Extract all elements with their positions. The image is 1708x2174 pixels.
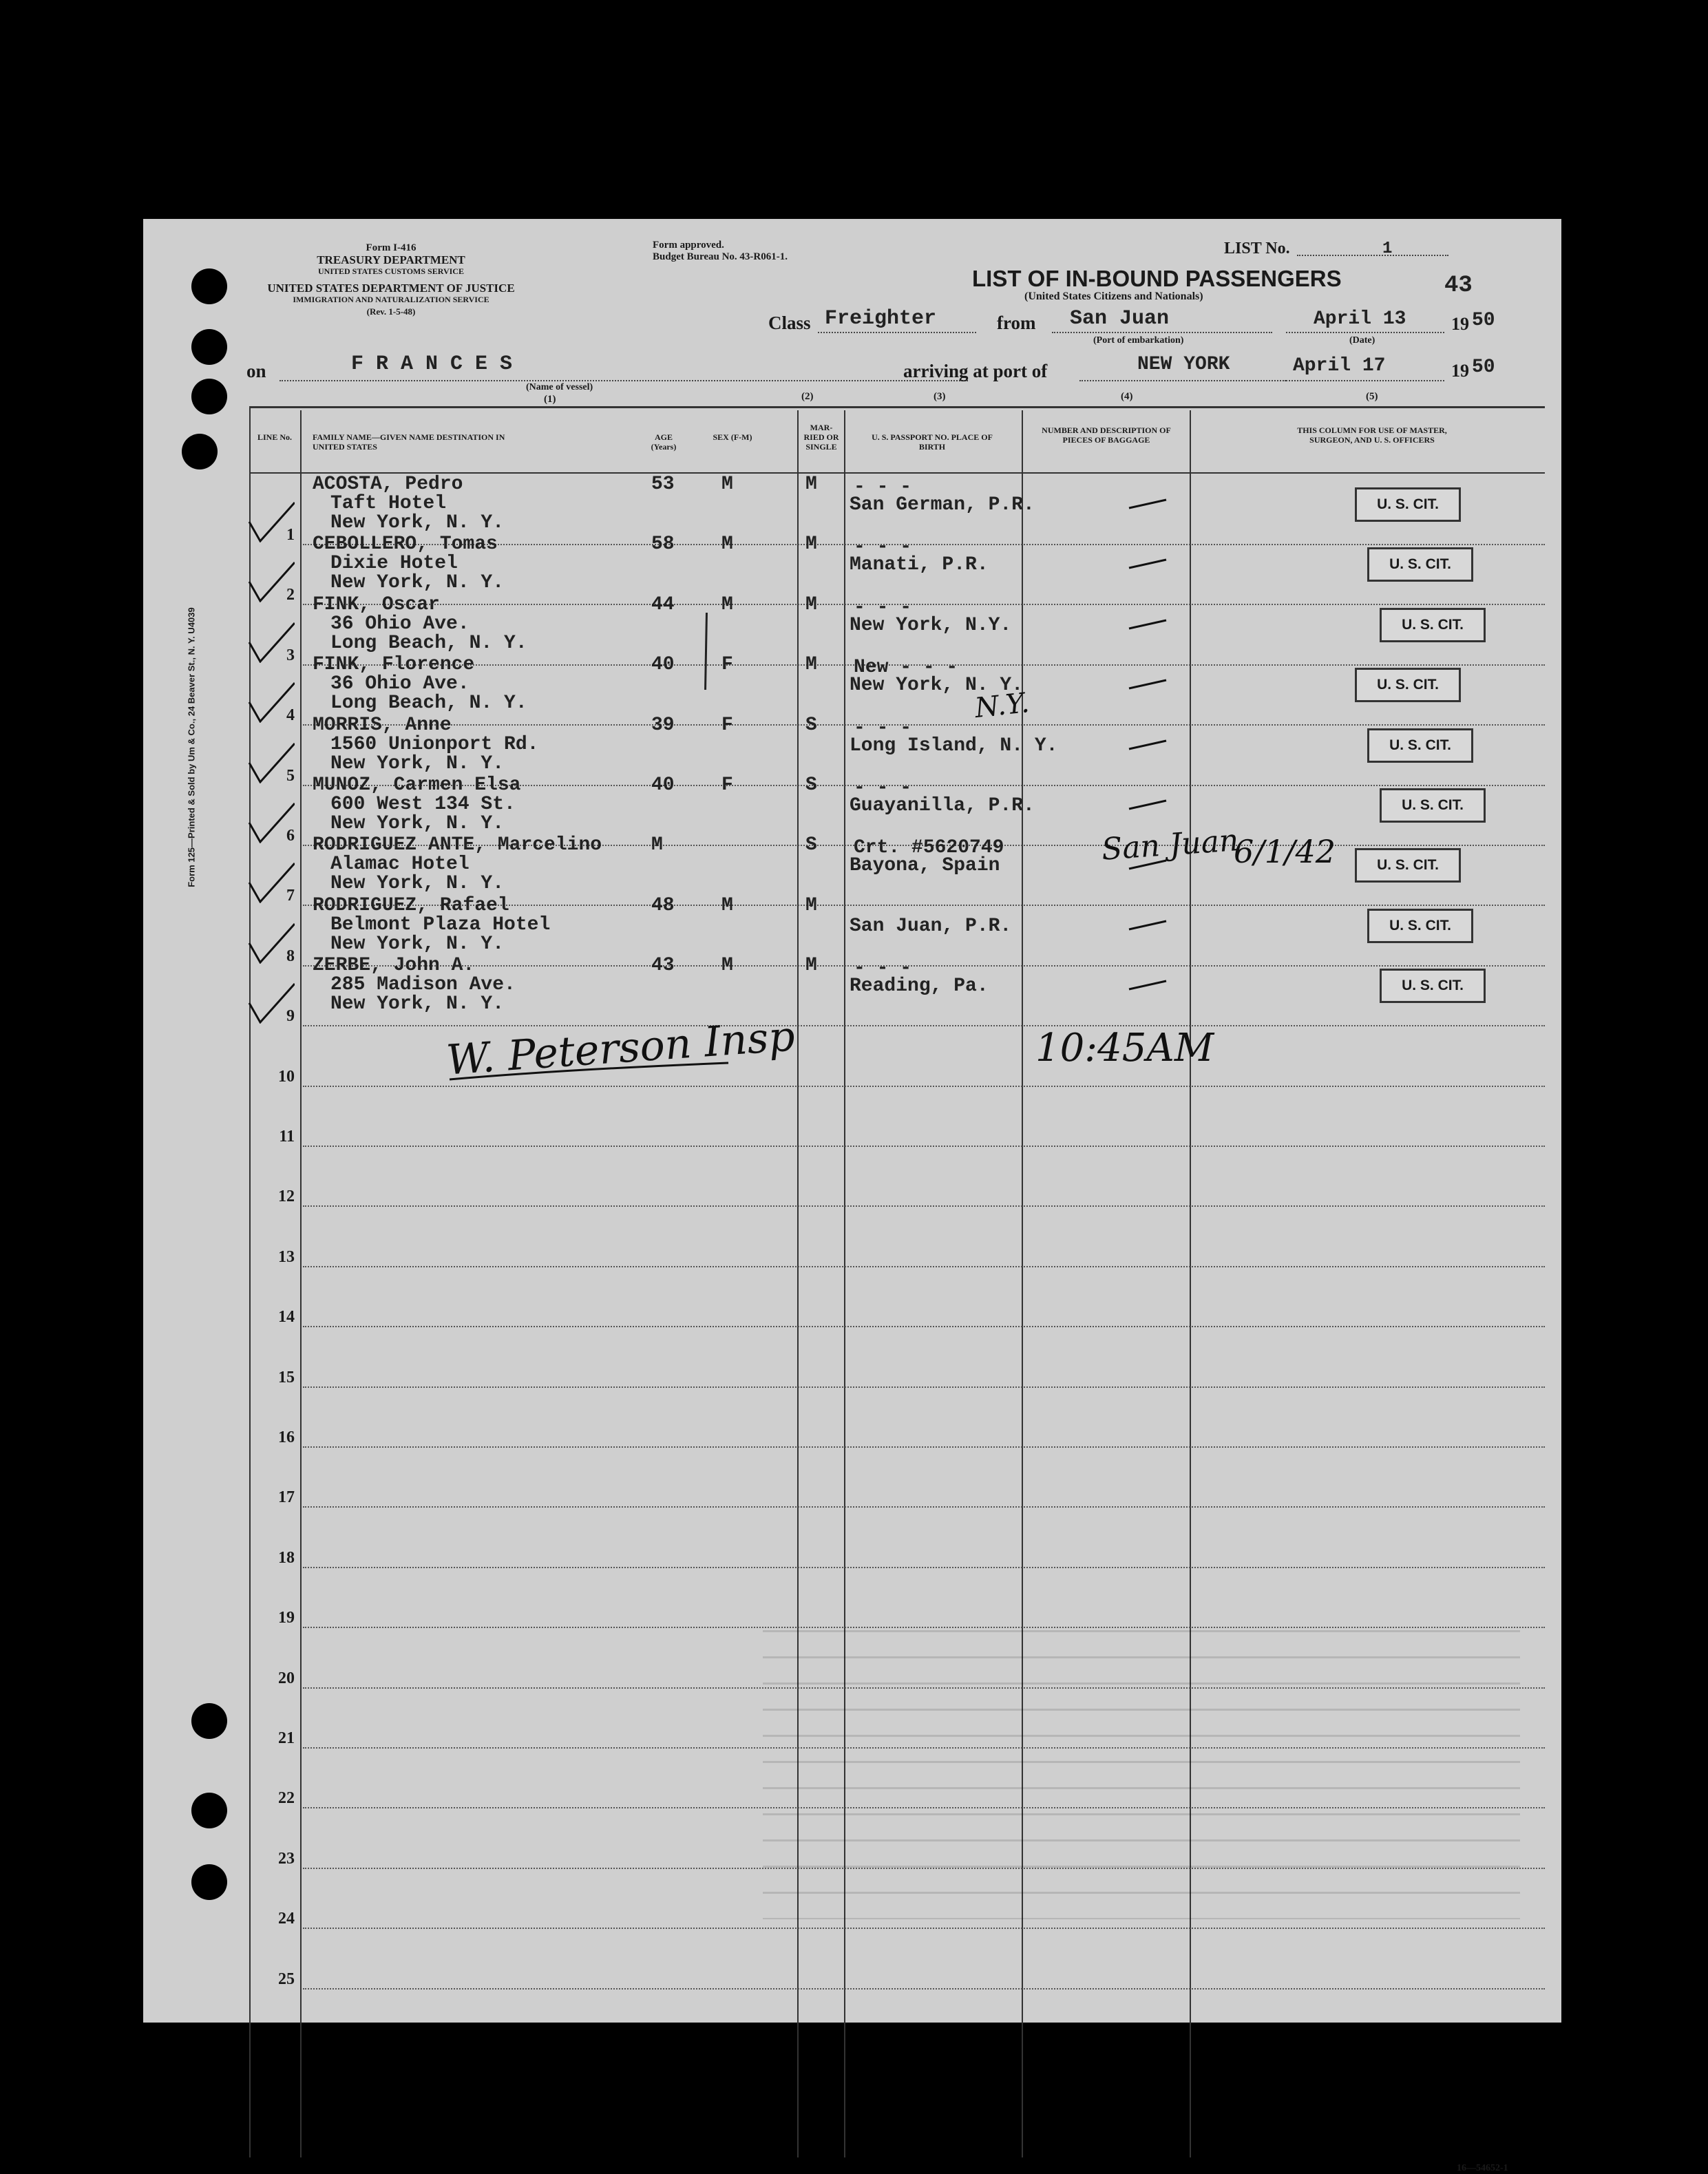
passenger-birthplace: New York, N. Y. [850, 675, 1024, 697]
line-number: 5 [286, 766, 295, 785]
ins-label: IMMIGRATION AND NATURALIZATION SERVICE [293, 295, 489, 304]
arrival-date: April 17 [1293, 355, 1386, 377]
passenger-marital-status: S [805, 774, 817, 796]
row-dotted-line [303, 1146, 1545, 1147]
passenger-sex: F [721, 654, 733, 676]
line-number: 6 [286, 827, 295, 845]
row-dotted-line [303, 1506, 1545, 1508]
punch-hole [191, 379, 227, 414]
treasury-label: TREASURY DEPARTMENT [317, 253, 465, 266]
line-number: 20 [278, 1669, 295, 1687]
passenger-age: 40 [651, 654, 675, 676]
line-number: 3 [286, 646, 295, 664]
list-number-label: LIST No. [1224, 240, 1290, 257]
pen-dash-mark [1128, 496, 1169, 512]
revision-label: (Rev. 1-5-48) [366, 306, 416, 317]
passenger-passport: - - - [854, 717, 912, 739]
passenger-list-form [143, 219, 1561, 2173]
passenger-address-line2: New York, N. Y. [330, 752, 505, 774]
signature-underline [446, 1059, 735, 1086]
col-index-4: (4) [1121, 391, 1133, 402]
passenger-age: 40 [651, 774, 675, 796]
row-dotted-line [303, 1988, 1545, 1990]
passenger-birthplace: Guayanilla, P.R. [850, 795, 1035, 816]
passenger-age: M [651, 834, 663, 856]
passenger-address-line2: New York, N. Y. [330, 993, 505, 1015]
pen-dash-mark [1128, 977, 1169, 993]
line-number: 21 [278, 1729, 295, 1747]
row-dotted-line [303, 1326, 1545, 1327]
list-number: 1 [1382, 240, 1393, 258]
passenger-age: 43 [651, 955, 675, 977]
passenger-address-line1: Belmont Plaza Hotel [330, 914, 551, 936]
col-header-sex: SEX (F-M) [713, 432, 752, 442]
arriving-label: arriving at port of [903, 361, 1048, 381]
passenger-birthplace: Manati, P.R. [850, 554, 989, 576]
punch-hole [191, 268, 227, 304]
form-title: LIST OF IN-BOUND PASSENGERS [972, 266, 1342, 291]
embark-date: April 13 [1314, 308, 1406, 330]
line-number: 10 [278, 1067, 295, 1086]
passenger-sex: M [721, 474, 733, 495]
vessel-caption: (Name of vessel) [526, 382, 593, 392]
passenger-passport: New - - - [854, 657, 958, 679]
passenger-birthplace: San Juan, P.R. [850, 915, 1012, 937]
row-dotted-line [303, 965, 1545, 967]
passenger-address-line1: Dixie Hotel [330, 553, 458, 575]
passenger-birthplace: Long Island, N. Y. [850, 735, 1058, 757]
class-value: Freighter [825, 307, 937, 330]
col-header-passport: U. S. PASSPORT NO. PLACE OF BIRTH [872, 432, 993, 452]
passenger-address-line1: Alamac Hotel [330, 854, 470, 876]
passenger-birthplace: San German, P.R. [850, 494, 1035, 516]
line-number: 23 [278, 1849, 295, 1868]
us-citizen-stamp: U. S. CIT. [1367, 547, 1473, 582]
passenger-name: ZERBE, John A. [313, 955, 475, 977]
vessel-name: F R A N C E S [351, 352, 513, 376]
line-number: 24 [278, 1910, 295, 1928]
port-embark-caption: (Port of embarkation) [1093, 335, 1184, 346]
passenger-address-line2: New York, N. Y. [330, 572, 505, 594]
check-mark-icon [246, 622, 295, 663]
passenger-marital-status: M [805, 654, 817, 676]
row-dotted-line [303, 1025, 1545, 1026]
passenger-sex: M [721, 593, 733, 615]
passenger-address-line2: Long Beach, N. Y. [330, 632, 527, 654]
passenger-passport: Crt. #5620749 [854, 837, 1004, 859]
passenger-name: ACOSTA, Pedro [313, 474, 463, 495]
passenger-passport: - - - [854, 476, 912, 498]
pen-dash-mark [1128, 556, 1169, 572]
row-dotted-line [303, 604, 1545, 605]
passenger-address-line2: New York, N. Y. [330, 873, 505, 895]
footer-code: 16—54652-1 [1457, 2163, 1508, 2173]
line-number: 25 [278, 1970, 295, 1988]
form-approved-label: Form approved. [653, 240, 724, 251]
col-header-married: MAR- RIED OR SINGLE [803, 423, 839, 452]
pen-dash-mark [1128, 616, 1169, 633]
passenger-sex: M [721, 894, 733, 916]
line-number: 1 [286, 526, 295, 544]
passenger-address-line1: 36 Ohio Ave. [330, 673, 470, 695]
handwritten-date: 6/1/42 [1234, 833, 1336, 870]
passenger-passport: - - - [854, 958, 912, 980]
inspection-time: 10:45AM [1035, 1026, 1214, 1070]
passenger-name: FINK, Florence [313, 654, 475, 676]
line-number: 22 [278, 1789, 295, 1808]
passenger-marital-status: M [805, 894, 817, 916]
passenger-name: RODRIGUEZ ANTE, Marcelino [313, 834, 602, 856]
table-top-rule [249, 406, 1545, 408]
passenger-birthplace: Bayona, Spain [850, 855, 1000, 877]
pen-dash-mark [1128, 917, 1169, 933]
us-citizen-stamp: U. S. CIT. [1367, 909, 1473, 943]
justice-label: UNITED STATES DEPARTMENT OF JUSTICE [267, 282, 515, 295]
col-index-2: (2) [801, 391, 814, 402]
handwritten-ny: N.Y. [973, 686, 1031, 725]
passenger-birthplace: Reading, Pa. [850, 975, 989, 998]
passenger-age: 44 [651, 593, 675, 615]
customs-label: UNITED STATES CUSTOMS SERVICE [318, 266, 464, 276]
line-number: 7 [286, 887, 295, 905]
budget-bureau-label: Budget Bureau No. 43-R061-1. [653, 251, 788, 262]
passenger-sex: F [721, 714, 733, 736]
passenger-name: CEBOLLERO, Tomas [313, 534, 498, 556]
date-caption: (Date) [1349, 335, 1375, 346]
col-header-baggage: NUMBER AND DESCRIPTION OF PIECES OF BAGGAGE [1042, 425, 1171, 445]
check-mark-icon [246, 682, 295, 723]
row-dotted-line [303, 1266, 1545, 1267]
punch-hole [182, 434, 218, 469]
justice-block [246, 282, 536, 317]
line-number: 15 [278, 1368, 295, 1386]
passenger-address-line1: 600 West 134 St. [330, 794, 516, 815]
check-mark-icon [246, 501, 295, 542]
passenger-address-line1: Taft Hotel [330, 493, 447, 514]
arrival-port: NEW YORK [1137, 354, 1230, 375]
form-subtitle: (United States Citizens and Nationals) [1024, 291, 1203, 302]
us-citizen-stamp: U. S. CIT. [1380, 969, 1486, 1003]
passenger-sex: M [721, 955, 733, 977]
passenger-name: RODRIGUEZ, Rafael [313, 894, 509, 916]
on-label: on [246, 361, 266, 381]
embark-port: San Juan [1070, 307, 1170, 330]
line-number: 19 [278, 1609, 295, 1627]
bleed-through-text [763, 1630, 1520, 1919]
row-dotted-line [303, 1205, 1545, 1207]
us-citizen-stamp: U. S. CIT. [1367, 728, 1473, 763]
row-dotted-line [303, 1446, 1545, 1448]
punch-hole [191, 329, 227, 365]
col-index-1: (1) [544, 394, 556, 405]
col-header-line: LINE No. [257, 432, 292, 442]
line-number: 18 [278, 1548, 295, 1567]
printer-margin-text: Form 125—Printed & Sold by Um & Co., 24 Beaver St., N. Y. U4039 [186, 607, 197, 887]
passenger-marital-status: M [805, 534, 817, 556]
line-number: 2 [286, 586, 295, 604]
passenger-address-line2: Long Beach, N. Y. [330, 693, 527, 715]
punch-hole [191, 1864, 227, 1900]
passenger-sex: M [721, 534, 733, 556]
line-number: 12 [278, 1188, 295, 1206]
check-mark-icon [246, 802, 295, 843]
row-dotted-line [303, 724, 1545, 726]
line-number: 17 [278, 1488, 295, 1507]
line-number: 14 [278, 1308, 295, 1327]
passenger-name: MORRIS, Anne [313, 714, 452, 736]
approval-block [653, 240, 788, 263]
col-index-3: (3) [934, 391, 946, 402]
passenger-passport: - - - [854, 536, 912, 558]
agency-block [246, 242, 536, 277]
row-dotted-line [303, 1567, 1545, 1568]
passenger-age: 53 [651, 474, 675, 495]
passenger-marital-status: S [805, 834, 817, 856]
check-mark-icon [246, 742, 295, 783]
list-number-dots [1297, 255, 1448, 256]
check-mark-icon [246, 561, 295, 602]
pen-dash-mark [1128, 796, 1169, 813]
from-label: from [997, 313, 1036, 333]
line-number: 16 [278, 1428, 295, 1446]
passenger-marital-status: M [805, 593, 817, 615]
col-header-name: FAMILY NAME—GIVEN NAME DESTINATION IN UNITED STATES [313, 432, 505, 452]
us-citizen-stamp: U. S. CIT. [1355, 668, 1461, 702]
us-citizen-stamp: U. S. CIT. [1355, 848, 1461, 883]
pen-dash-mark [1128, 676, 1169, 693]
passenger-address-line1: 1560 Unionport Rd. [330, 733, 539, 755]
row-dotted-line [303, 1627, 1545, 1628]
line-number: 8 [286, 947, 295, 965]
col-index-5: (5) [1366, 391, 1378, 402]
class-label: Class [768, 313, 811, 333]
us-citizen-stamp: U. S. CIT. [1355, 487, 1461, 522]
row-dotted-line [303, 1928, 1545, 1929]
passenger-marital-status: M [805, 474, 817, 495]
passenger-address-line2: New York, N. Y. [330, 933, 505, 955]
row-dotted-line [303, 1386, 1545, 1388]
line-number: 13 [278, 1247, 295, 1266]
embark-year: 50 [1472, 310, 1495, 331]
page-number: 43 [1444, 273, 1473, 299]
passenger-age: 48 [651, 894, 675, 916]
inspector-signature: W. Peterson Insp [445, 1012, 797, 1085]
passenger-sex: F [721, 774, 733, 796]
arrival-year: 50 [1472, 357, 1495, 378]
line-number: 9 [286, 1007, 295, 1026]
us-citizen-stamp: U. S. CIT. [1380, 788, 1486, 823]
us-citizen-stamp: U. S. CIT. [1380, 608, 1486, 642]
embark-year-prefix: 19 [1451, 314, 1469, 334]
pen-dash-mark [1128, 737, 1169, 753]
passenger-name: FINK, Oscar [313, 593, 440, 615]
passenger-age: 39 [651, 714, 675, 736]
line-number: 11 [279, 1128, 295, 1146]
arrival-year-prefix: 19 [1451, 361, 1469, 381]
punch-hole [191, 1703, 227, 1739]
check-mark-icon [246, 862, 295, 903]
passenger-birthplace: New York, N.Y. [850, 614, 1012, 636]
passenger-marital-status: S [805, 714, 817, 736]
passenger-address-line1: 36 Ohio Ave. [330, 613, 470, 635]
passenger-address-line1: 285 Madison Ave. [330, 974, 516, 996]
passenger-age: 58 [651, 534, 675, 556]
col-header-officers: THIS COLUMN FOR USE OF MASTER, SURGEON, AND U. S. OFFICERS [1297, 425, 1447, 445]
passenger-address-line2: New York, N. Y. [330, 813, 505, 834]
passenger-passport: - - - [854, 777, 912, 799]
check-mark-icon [246, 922, 295, 964]
passenger-passport: - - - [854, 596, 912, 618]
form-number: Form I-416 [366, 242, 417, 253]
handwritten-sanjuan: San Juan [1100, 823, 1240, 867]
col-header-age: AGE (Years) [651, 432, 677, 452]
passenger-address-line2: New York, N. Y. [330, 512, 505, 534]
check-mark-icon [246, 982, 295, 1024]
punch-hole [191, 1793, 227, 1828]
passenger-marital-status: M [805, 955, 817, 977]
passenger-name: MUNOZ, Carmen Elsa [313, 774, 521, 796]
line-number: 4 [286, 706, 295, 725]
